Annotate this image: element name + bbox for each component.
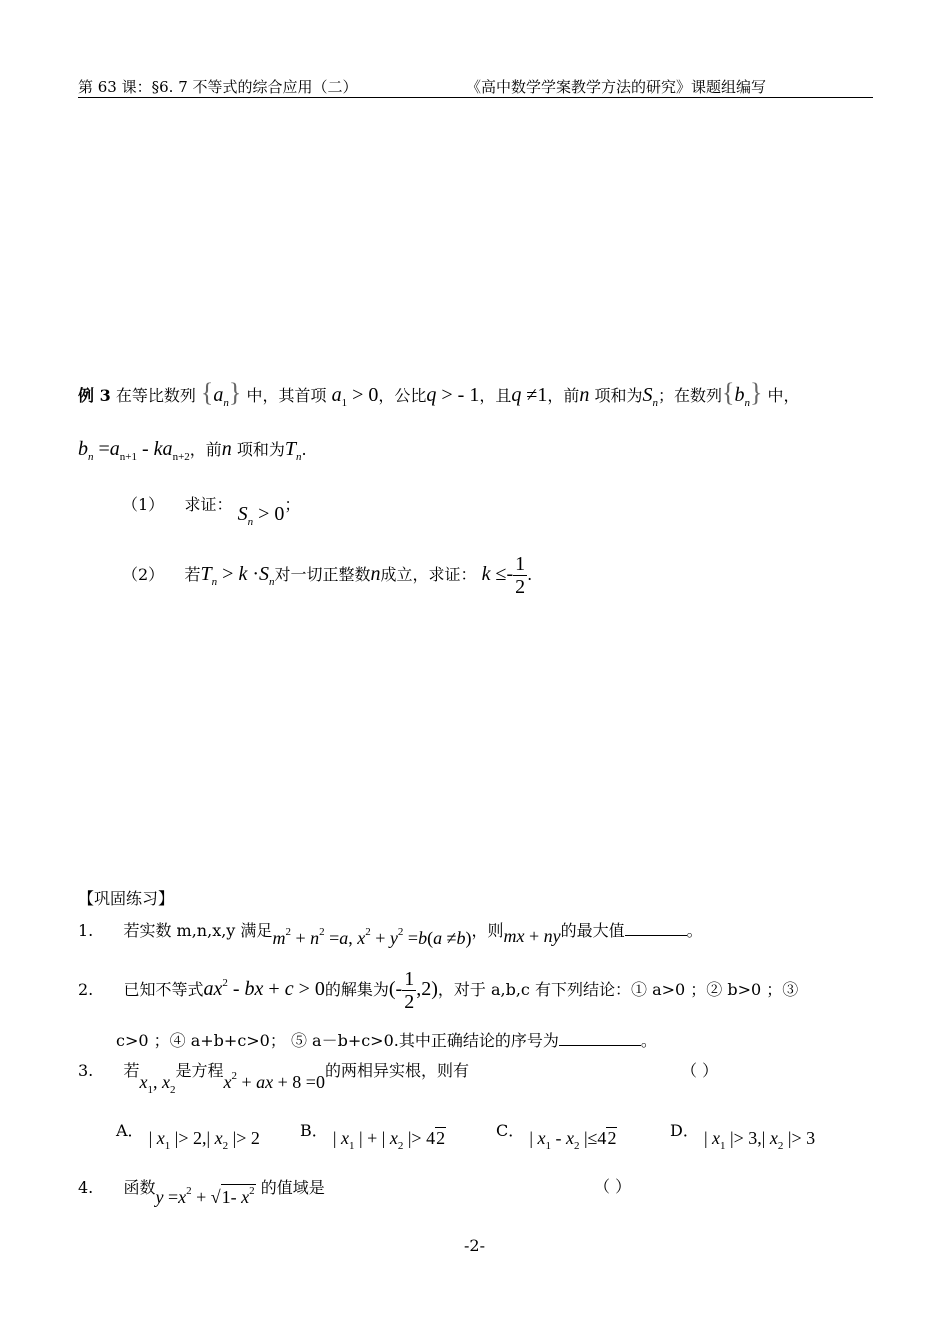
- example3-line2: [78, 437, 307, 463]
- example3-line1: [78, 378, 800, 409]
- text: .: [527, 565, 533, 585]
- math-an-set: $\{a_n\}$: [200, 378, 242, 409]
- math-Tn: $T_n$: [284, 438, 302, 463]
- math-inequality: $ax^2$ - bx + c > 0: [203, 977, 325, 1001]
- math-qne1: q ≠1: [511, 384, 548, 406]
- text: 的最大值: [560, 921, 625, 940]
- question-2: [78, 968, 798, 1013]
- part2: [122, 553, 532, 598]
- question-2-line2: [116, 1028, 657, 1051]
- text: ，对于 a,b,c 有下列结论：① a>0 ；② b>0 ；③: [437, 980, 799, 1000]
- option-A[interactable]: [116, 1118, 260, 1152]
- question-3: [78, 1058, 469, 1096]
- question-number: 2.: [78, 980, 94, 1000]
- math-Sn: $S_n$: [642, 384, 658, 409]
- math-k-le: k ≤- $\frac{1}{2}$: [481, 553, 526, 598]
- part-number: （2）: [122, 565, 165, 585]
- text: 是方程: [175, 1061, 224, 1080]
- math-x1-x2: $x_1$, $x_2$: [139, 1072, 176, 1096]
- math-a1: $a_1 > 0$: [331, 384, 379, 409]
- option-label: A．: [116, 1121, 144, 1140]
- text: 在等比数列: [115, 386, 196, 405]
- answer-blank[interactable]: [559, 1029, 641, 1046]
- question-number: 3.: [78, 1061, 94, 1080]
- math-n: n: [579, 384, 590, 406]
- text: 。: [686, 921, 703, 940]
- text: 若实数 m,n,x,y 满足: [123, 921, 273, 940]
- practice-title: 【巩固练习】: [78, 889, 175, 908]
- math-bn-def: $b_n =a_{n+1} - ka_{n+2}$: [78, 438, 190, 463]
- math-option-D: | $x_1$ |> 3,| $x_2$ |> 3: [703, 1128, 816, 1152]
- page-number: -2-: [464, 1236, 485, 1255]
- text: 项和为: [594, 386, 643, 405]
- text: 函数: [123, 1178, 156, 1197]
- text: ，前: [189, 440, 222, 459]
- option-C[interactable]: [496, 1118, 617, 1152]
- question-number: 1.: [78, 921, 94, 940]
- text: ；: [284, 495, 301, 514]
- option-label: C．: [496, 1121, 525, 1140]
- question-1: [78, 918, 703, 948]
- math-option-C: | $x_1 - x_2$ |≤42: [529, 1128, 617, 1152]
- option-label: D．: [670, 1121, 699, 1140]
- question-4: [78, 1174, 325, 1207]
- text: .: [301, 440, 307, 459]
- math-q1-condition: $m^2 + n^2 =a$, $x^2 + y^2 =b(a \ne b)$: [272, 926, 472, 948]
- header-right: 《高中数学学案教学方法的研究》课题组编写: [466, 78, 767, 96]
- math-function: $y =x^2 + √1-$ $x^2$: [155, 1185, 255, 1207]
- option-D[interactable]: [670, 1118, 816, 1152]
- math-mx-ny: mx + ny: [503, 926, 561, 946]
- text: 的解集为: [324, 980, 389, 1000]
- option-B[interactable]: [300, 1118, 446, 1152]
- part1: [122, 492, 301, 528]
- answer-blank[interactable]: [625, 919, 687, 936]
- answer-paren[interactable]: （ ）: [594, 1177, 632, 1196]
- math-Sn-gt0: $S_n > 0$: [237, 503, 285, 528]
- math-option-B: | $x_1$ | + | $x_2$ |> 42: [332, 1128, 446, 1152]
- text: ，则: [471, 921, 504, 940]
- question-number: 4.: [78, 1178, 94, 1197]
- text: 的两相异实根，则有: [324, 1061, 469, 1080]
- text: ，公比: [378, 386, 427, 405]
- math-n: n: [370, 563, 381, 586]
- example-label: 例 3: [78, 386, 111, 405]
- text: ；在数列: [657, 386, 722, 405]
- math-q: q > - 1: [426, 384, 480, 406]
- text: 中，其首项: [246, 386, 327, 405]
- text: ，前: [547, 386, 580, 405]
- text: 求证：: [184, 495, 233, 514]
- text: 若: [123, 1061, 140, 1080]
- math-Tn-kSn: $T_n > k \cdot S_n$: [200, 563, 275, 589]
- math-bn-set: $\{b_n\}$: [721, 378, 763, 409]
- text: 。: [640, 1031, 657, 1050]
- text: c>0 ；④ a+b+c>0； ⑤ a－b+c>0.其中正确结论的序号为: [116, 1031, 559, 1050]
- text: 项和为: [236, 440, 285, 459]
- math-option-A: | $x_1$ |> 2,| $x_2$ |> 2: [148, 1128, 260, 1152]
- text: 的值域是: [260, 1178, 325, 1197]
- part-number: （1）: [122, 495, 165, 514]
- text: 已知不等式: [123, 980, 204, 1000]
- text: ，且: [479, 386, 512, 405]
- option-label: B．: [300, 1121, 328, 1140]
- header-rule: [78, 97, 873, 98]
- text: 中，: [767, 386, 800, 405]
- answer-paren[interactable]: （ ）: [681, 1061, 719, 1080]
- text: 对一切正整数: [274, 565, 371, 585]
- header-left: 第 63 课：§6. 7 不等式的综合应用（二）: [78, 78, 358, 96]
- text: 成立，求证：: [380, 565, 477, 585]
- math-interval: (- $\frac{1}{2}$ ,2): [388, 968, 438, 1013]
- text: 若: [184, 565, 201, 585]
- math-n: n: [221, 438, 232, 460]
- math-equation: $x^2$ + ax + 8 =0: [223, 1070, 325, 1092]
